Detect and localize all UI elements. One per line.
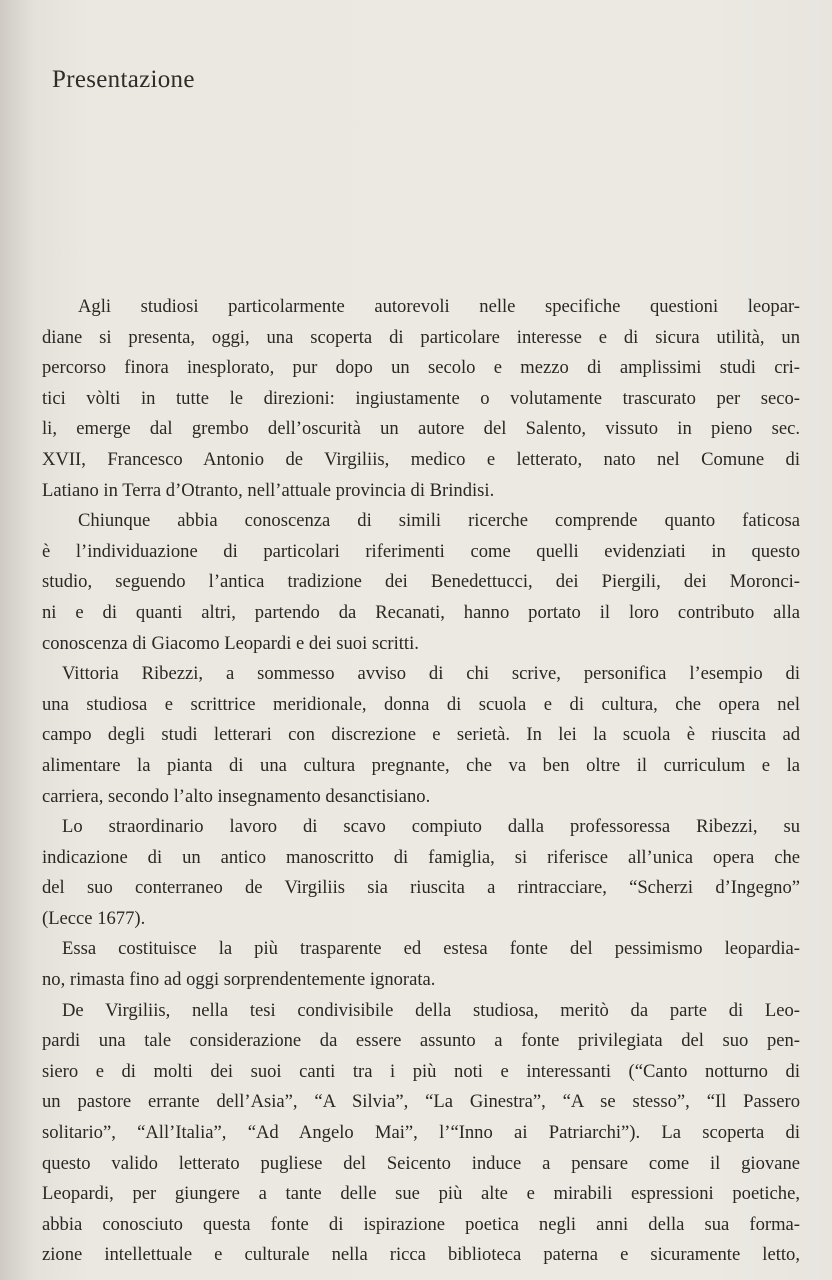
paragraph-3 — [42, 659, 800, 812]
text-line: pardi una tale considerazione da essere assunto a fonte privilegiata del suo pen- — [42, 1030, 800, 1052]
text-line: studio, seguendo l’antica tradizione dei Benedettucci, dei Piergili, dei Moronci- — [42, 571, 800, 593]
text-line: abbia conosciuto questa fonte di ispirazione poetica negli anni della sua forma- — [42, 1213, 800, 1235]
text-line: Vittoria Ribezzi, a sommesso avviso di chi scrive, personifica l’esempio di — [62, 663, 800, 685]
paragraph-5 — [42, 934, 800, 995]
text-line: Latiano in Terra d’Otranto, nell’attuale provincia di Brindisi. — [42, 479, 495, 501]
text-line: una studiosa e scrittrice meridionale, donna di scuola e di cultura, che opera nel — [42, 693, 800, 715]
text-line: alimentare la pianta di una cultura pregnante, che va ben oltre il curriculum e la — [42, 754, 800, 776]
text-line: diane si presenta, oggi, una scoperta di particolare interesse e di sicura utilità, un — [42, 326, 800, 348]
text-line: no, rimasta fino ad oggi sorprendentemente ignorata. — [42, 969, 436, 991]
text-line: è l’individuazione di particolari riferimenti come quelli evidenziati in questo — [42, 540, 800, 562]
text-line: li, emerge dal grembo dell’oscurità un autore del Salento, vissuto in pieno sec. — [42, 418, 800, 440]
body-text — [42, 292, 800, 1271]
text-line: zione intellettuale e culturale nella ricca biblioteca paterna e sicuramente letto, — [42, 1244, 800, 1266]
text-line: campo degli studi letterari con discrezione e serietà. In lei la scuola è riuscita ad — [42, 724, 800, 746]
text-line: questo valido letterato pugliese del Seicento induce a pensare come il giovane — [42, 1152, 800, 1174]
paragraph-6 — [42, 996, 800, 1271]
text-line: ni e di quanti altri, partendo da Recanati, hanno portato il loro contributo alla — [42, 601, 800, 623]
text-line: tici vòlti in tutte le direzioni: ingiustamente o volutamente trascurato per seco- — [42, 387, 800, 409]
text-line: XVII, Francesco Antonio de Virgiliis, medico e letterato, nato nel Comune di — [42, 448, 800, 470]
text-line: (Lecce 1677). — [42, 907, 146, 929]
text-line: Leopardi, per giungere a tante delle sue più alte e mirabili espressioni poetiche, — [42, 1183, 800, 1205]
paragraph-4 — [42, 812, 800, 934]
page-title: Presentazione — [52, 66, 195, 93]
text-line: De Virgiliis, nella tesi condivisibile della studiosa, meritò da parte di Leo- — [62, 999, 800, 1021]
text-line: Essa costituisce la più trasparente ed estesa fonte del pessimismo leopardia- — [62, 938, 800, 960]
paragraph-2 — [42, 506, 800, 659]
text-line: indicazione di un antico manoscritto di famiglia, si riferisce all’unica opera che — [42, 846, 800, 868]
text-line: solitario”, “All’Italia”, “Ad Angelo Mai”, l’“Inno ai Patriarchi”). La scoperta di — [42, 1122, 800, 1144]
text-line: siero e di molti dei suoi canti tra i più noti e interessanti (“Canto notturno di — [42, 1060, 800, 1082]
text-line: del suo conterraneo de Virgiliis sia riuscita a rintracciare, “Scherzi d’Ingegno” — [42, 877, 800, 899]
text-line: Chiunque abbia conoscenza di simili ricerche comprende quanto faticosa — [78, 510, 800, 532]
text-line: Lo straordinario lavoro di scavo compiuto dalla professoressa Ribezzi, su — [62, 816, 800, 838]
text-line: Agli studiosi particolarmente autorevoli nelle specifiche questioni leopar- — [78, 296, 800, 317]
paragraph-1 — [42, 292, 800, 506]
text-line: conoscenza di Giacomo Leopardi e dei suoi scritti. — [42, 632, 419, 654]
text-line: un pastore errante dell’Asia”, “A Silvia”, “La Ginestra”, “A se stesso”, “Il Passero — [42, 1091, 800, 1113]
text-line: percorso finora inesplorato, pur dopo un secolo e mezzo di amplissimi studi cri- — [42, 357, 800, 379]
text-line: carriera, secondo l’alto insegnamento desanctisiano. — [42, 785, 431, 807]
